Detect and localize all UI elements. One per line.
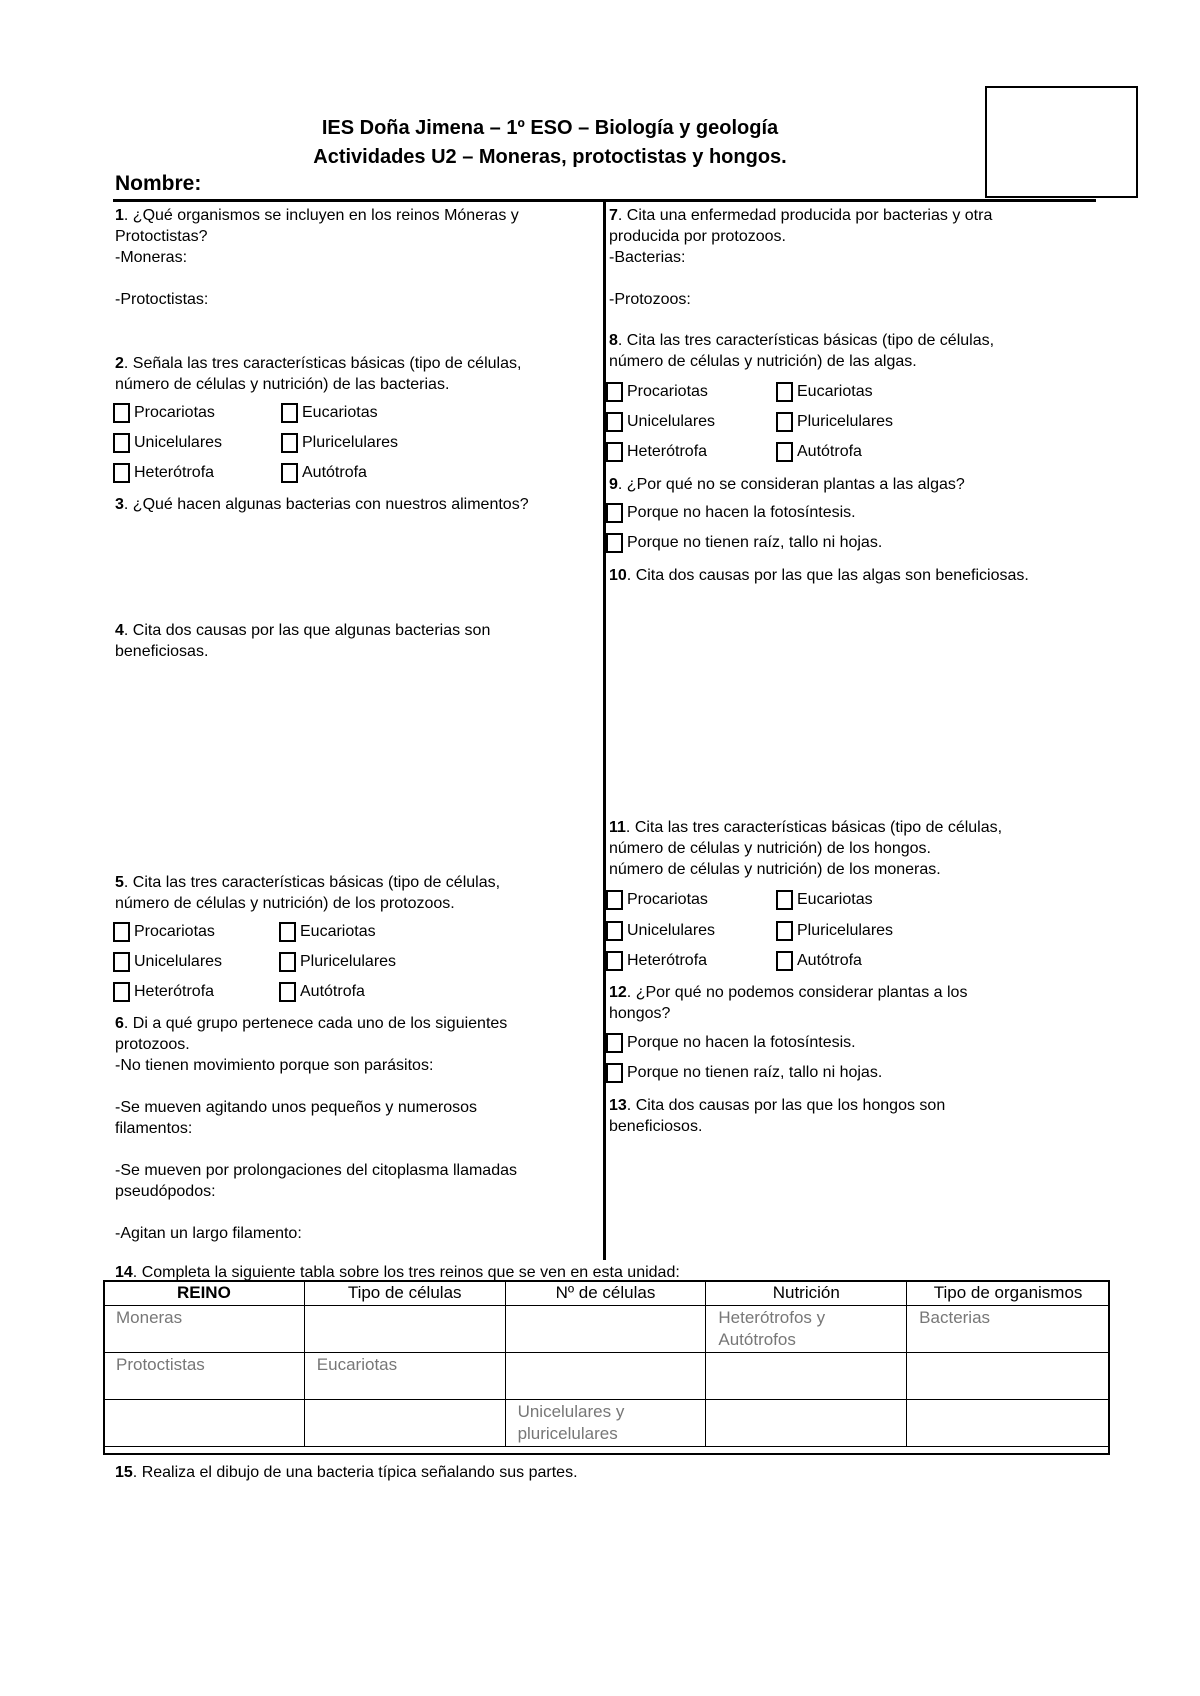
checkbox-autotrofa[interactable]: [776, 951, 862, 971]
table-row: [104, 1353, 1110, 1400]
checkbox-icon[interactable]: [279, 952, 296, 972]
checkbox-icon[interactable]: [113, 922, 130, 942]
table-cell[interactable]: [505, 1306, 706, 1353]
table-header-cell: Nº de células: [505, 1281, 706, 1306]
checkbox-label: Procariotas: [627, 891, 708, 908]
question-text: número de células y nutrición) de los moneras.: [609, 861, 941, 878]
checkbox-label: Porque no hacen la fotosíntesis.: [627, 1034, 856, 1051]
question-number: 11: [609, 819, 626, 836]
table-cell[interactable]: Bacterias: [907, 1306, 1110, 1353]
checkbox-icon[interactable]: [606, 533, 623, 553]
checkbox-icon[interactable]: [606, 1063, 623, 1083]
checkbox-label: Autótrofa: [302, 464, 367, 481]
table-cell[interactable]: Moneras: [104, 1306, 305, 1353]
checkbox-icon[interactable]: [606, 442, 623, 462]
table-cell[interactable]: Heterótrofos y Autótrofos: [706, 1306, 907, 1353]
checkbox-icon[interactable]: [606, 951, 623, 971]
answer-prompt: -No tienen movimiento porque son parásitos:: [115, 1057, 434, 1074]
checkbox-autotrofa[interactable]: [281, 463, 367, 483]
checkbox-label: Unicelulares: [134, 434, 223, 451]
question-10: [609, 565, 1029, 586]
checkbox-procariotas[interactable]: [113, 403, 215, 423]
checkbox-eucariotas[interactable]: [776, 890, 873, 910]
checkbox-label: Eucariotas: [797, 383, 873, 400]
checkbox-procariotas[interactable]: [113, 922, 215, 942]
question-number: 4: [115, 622, 124, 639]
question-text: . Cita las tres características básicas (tipo de células,: [123, 874, 501, 891]
question-1: [115, 205, 519, 310]
checkbox-label: Unicelulares: [627, 413, 716, 430]
checkbox-icon[interactable]: [776, 412, 793, 432]
question-text: número de células y nutrición) de las algas.: [609, 353, 917, 370]
question-text: producida por protozoos.: [609, 228, 786, 245]
table-cell[interactable]: [304, 1400, 505, 1447]
table-cell[interactable]: Unicelulares y pluricelulares: [505, 1400, 706, 1447]
checkbox-label: Heterótrofa: [627, 952, 708, 969]
checkbox-unicelulares[interactable]: [606, 412, 715, 432]
question-text: beneficiosas.: [115, 643, 209, 660]
table-cell[interactable]: Eucariotas: [304, 1353, 505, 1400]
checkbox-label: Pluricelulares: [302, 434, 399, 451]
question-text: . Señala las tres características básicas (tipo de células,: [123, 355, 522, 372]
table-cell[interactable]: [907, 1353, 1110, 1400]
checkbox-icon[interactable]: [113, 982, 130, 1002]
checkbox-pluricelulares[interactable]: [776, 412, 893, 432]
checkbox-label: Pluricelulares: [797, 922, 894, 939]
question-7: [609, 205, 992, 310]
checkbox-heterotrofa[interactable]: [606, 442, 707, 462]
checkbox-pluricelulares[interactable]: [281, 433, 398, 453]
checkbox-label: Pluricelulares: [300, 953, 397, 970]
checkbox-icon[interactable]: [776, 382, 793, 402]
checkbox-label: Pluricelulares: [797, 413, 894, 430]
checkbox-label: Eucariotas: [797, 891, 873, 908]
checkbox-label: Porque no tienen raíz, tallo ni hojas.: [627, 534, 883, 551]
question-number: 15: [115, 1464, 133, 1481]
question-5: [115, 872, 500, 914]
table-cell[interactable]: [304, 1306, 505, 1353]
question-text: protozoos.: [115, 1036, 190, 1053]
answer-prompt: -Se mueven por prolongaciones del citoplasma llamadas: [115, 1162, 517, 1179]
checkbox-icon[interactable]: [776, 951, 793, 971]
checkbox-icon[interactable]: [606, 412, 623, 432]
checkbox-unicelulares[interactable]: [113, 433, 222, 453]
checkbox-label: Heterótrofa: [134, 464, 215, 481]
checkbox-autotrofa[interactable]: [776, 442, 862, 462]
checkbox-eucariotas[interactable]: [279, 922, 376, 942]
question-6: [115, 1013, 517, 1244]
page-subtitle: Actividades U2 – Moneras, protoctistas y hongos.: [313, 146, 787, 168]
grade-box[interactable]: [985, 86, 1138, 198]
checkbox-icon[interactable]: [606, 1033, 623, 1053]
checkbox-no-raiz[interactable]: [606, 1063, 882, 1083]
table-cell[interactable]: [706, 1353, 907, 1400]
table-header-cell: REINO: [104, 1281, 305, 1306]
checkbox-icon[interactable]: [113, 952, 130, 972]
question-number: 6: [115, 1015, 124, 1032]
question-2: [115, 353, 521, 395]
table-cell[interactable]: [706, 1400, 907, 1447]
question-number: 2: [115, 355, 124, 372]
question-text: número de células y nutrición) de los hongos.: [609, 840, 931, 857]
checkbox-label: Autótrofa: [797, 443, 862, 460]
question-text: hongos?: [609, 1005, 671, 1022]
question-number: 13: [609, 1097, 627, 1114]
checkbox-autotrofa[interactable]: [279, 982, 365, 1002]
question-text: . Completa la siguiente tabla sobre los tres reinos que se ven en esta unidad:: [132, 1264, 680, 1281]
checkbox-icon[interactable]: [279, 922, 296, 942]
checkbox-no-fotosintesis[interactable]: [606, 1033, 856, 1053]
checkbox-eucariotas[interactable]: [776, 382, 873, 402]
checkbox-heterotrofa[interactable]: [606, 951, 707, 971]
answer-prompt: pseudópodos:: [115, 1183, 216, 1200]
question-12: [609, 982, 967, 1024]
question-number: 10: [609, 567, 627, 584]
question-13: [609, 1095, 945, 1137]
question-text: . ¿Qué organismos se incluyen en los reinos Móneras y: [123, 207, 519, 224]
checkbox-procariotas[interactable]: [606, 382, 708, 402]
answer-prompt-protoctistas: -Protoctistas:: [115, 291, 209, 308]
checkbox-icon[interactable]: [606, 921, 623, 941]
checkbox-label: Heterótrofa: [134, 983, 215, 1000]
question-11: [609, 817, 1002, 880]
question-text: . ¿Por qué no podemos considerar plantas a los: [626, 984, 968, 1001]
checkbox-icon[interactable]: [776, 890, 793, 910]
question-9: [609, 474, 965, 495]
checkbox-icon[interactable]: [606, 382, 623, 402]
checkbox-icon[interactable]: [606, 503, 623, 523]
question-4: [115, 620, 490, 662]
question-text: . Cita dos causas por las que algunas bacterias son: [123, 622, 491, 639]
checkbox-icon[interactable]: [606, 890, 623, 910]
question-number: 9: [609, 476, 618, 493]
checkbox-procariotas[interactable]: [606, 890, 708, 910]
question-number: 12: [609, 984, 627, 1001]
table-header-cell: Tipo de organismos: [907, 1281, 1110, 1306]
answer-prompt-protozoos: -Protozoos:: [609, 291, 691, 308]
checkbox-unicelulares[interactable]: [113, 952, 222, 972]
table-cell[interactable]: [505, 1353, 706, 1400]
nombre-label: Nombre:: [115, 172, 202, 195]
checkbox-pluricelulares[interactable]: [776, 921, 893, 941]
checkbox-heterotrofa[interactable]: [113, 463, 214, 483]
question-text: Protoctistas?: [115, 228, 208, 245]
checkbox-icon[interactable]: [279, 982, 296, 1002]
checkbox-icon[interactable]: [776, 442, 793, 462]
checkbox-label: Procariotas: [134, 923, 215, 940]
question-text: . Cita las tres características básicas (tipo de células,: [617, 332, 995, 349]
checkbox-unicelulares[interactable]: [606, 921, 715, 941]
page-title: IES Doña Jimena – 1º ESO – Biología y geología: [321, 117, 779, 139]
checkbox-icon[interactable]: [776, 921, 793, 941]
checkbox-label: Autótrofa: [300, 983, 365, 1000]
checkbox-label: Autótrofa: [797, 952, 862, 969]
table-row: [104, 1306, 1110, 1353]
table-cell[interactable]: [104, 1400, 305, 1447]
checkbox-icon[interactable]: [113, 433, 130, 453]
answer-prompt: filamentos:: [115, 1120, 193, 1137]
checkbox-label: Eucariotas: [302, 404, 378, 421]
table-row: [104, 1400, 1110, 1447]
question-text: . ¿Qué hacen algunas bacterias con nuestros alimentos?: [123, 496, 529, 513]
question-8: [609, 330, 994, 372]
checkbox-icon[interactable]: [113, 463, 130, 483]
question-number: 5: [115, 874, 124, 891]
question-text: . Cita las tres características básicas (tipo de células,: [625, 819, 1003, 836]
table-header-row: [104, 1281, 1110, 1306]
question-text: . Di a qué grupo pertenece cada uno de los siguientes: [123, 1015, 508, 1032]
checkbox-label: Procariotas: [627, 383, 708, 400]
answer-prompt: -Agitan un largo filamento:: [115, 1225, 302, 1242]
checkbox-label: Heterótrofa: [627, 443, 708, 460]
question-text: . Realiza el dibujo de una bacteria típica señalando sus partes.: [132, 1464, 578, 1481]
checkbox-pluricelulares[interactable]: [279, 952, 396, 972]
question-text: beneficiosos.: [609, 1118, 703, 1135]
question-text: . Cita dos causas por las que los hongos son: [626, 1097, 946, 1114]
checkbox-icon[interactable]: [281, 403, 298, 423]
checkbox-icon[interactable]: [281, 463, 298, 483]
column-divider: [603, 200, 606, 1260]
checkbox-label: Porque no hacen la fotosíntesis.: [627, 504, 856, 521]
kingdoms-table: [103, 1280, 1110, 1447]
question-3: [115, 494, 529, 515]
answer-prompt: -Se mueven agitando unos pequeños y numerosos: [115, 1099, 478, 1116]
checkbox-label: Porque no tienen raíz, tallo ni hojas.: [627, 1064, 883, 1081]
checkbox-label: Eucariotas: [300, 923, 376, 940]
question-text: número de células y nutrición) de los protozoos.: [115, 895, 455, 912]
checkbox-icon[interactable]: [113, 403, 130, 423]
question-number: 1: [115, 207, 124, 224]
checkbox-label: Unicelulares: [627, 922, 716, 939]
question-text: . ¿Por qué no se consideran plantas a las algas?: [617, 476, 965, 493]
answer-prompt-moneras: -Moneras:: [115, 249, 188, 266]
question-number: 8: [609, 332, 618, 349]
table-cell[interactable]: Protoctistas: [104, 1353, 305, 1400]
question-number: 14: [115, 1264, 133, 1281]
checkbox-no-fotosintesis[interactable]: [606, 503, 856, 523]
checkbox-icon[interactable]: [281, 433, 298, 453]
checkbox-no-raiz[interactable]: [606, 533, 882, 553]
checkbox-eucariotas[interactable]: [281, 403, 378, 423]
question-15: [115, 1462, 578, 1483]
question-number: 7: [609, 207, 618, 224]
question-text: número de células y nutrición) de las bacterias.: [115, 376, 450, 393]
table-header-cell: Nutrición: [706, 1281, 907, 1306]
question-text: . Cita dos causas por las que las algas son beneficiosas.: [626, 567, 1029, 584]
checkbox-heterotrofa[interactable]: [113, 982, 214, 1002]
table-cell[interactable]: [907, 1400, 1110, 1447]
answer-prompt-bacterias: -Bacterias:: [609, 249, 686, 266]
checkbox-label: Procariotas: [134, 404, 215, 421]
question-text: . Cita una enfermedad producida por bacterias y otra: [617, 207, 993, 224]
question-number: 3: [115, 496, 124, 513]
checkbox-label: Unicelulares: [134, 953, 223, 970]
table-header-cell: Tipo de células: [304, 1281, 505, 1306]
